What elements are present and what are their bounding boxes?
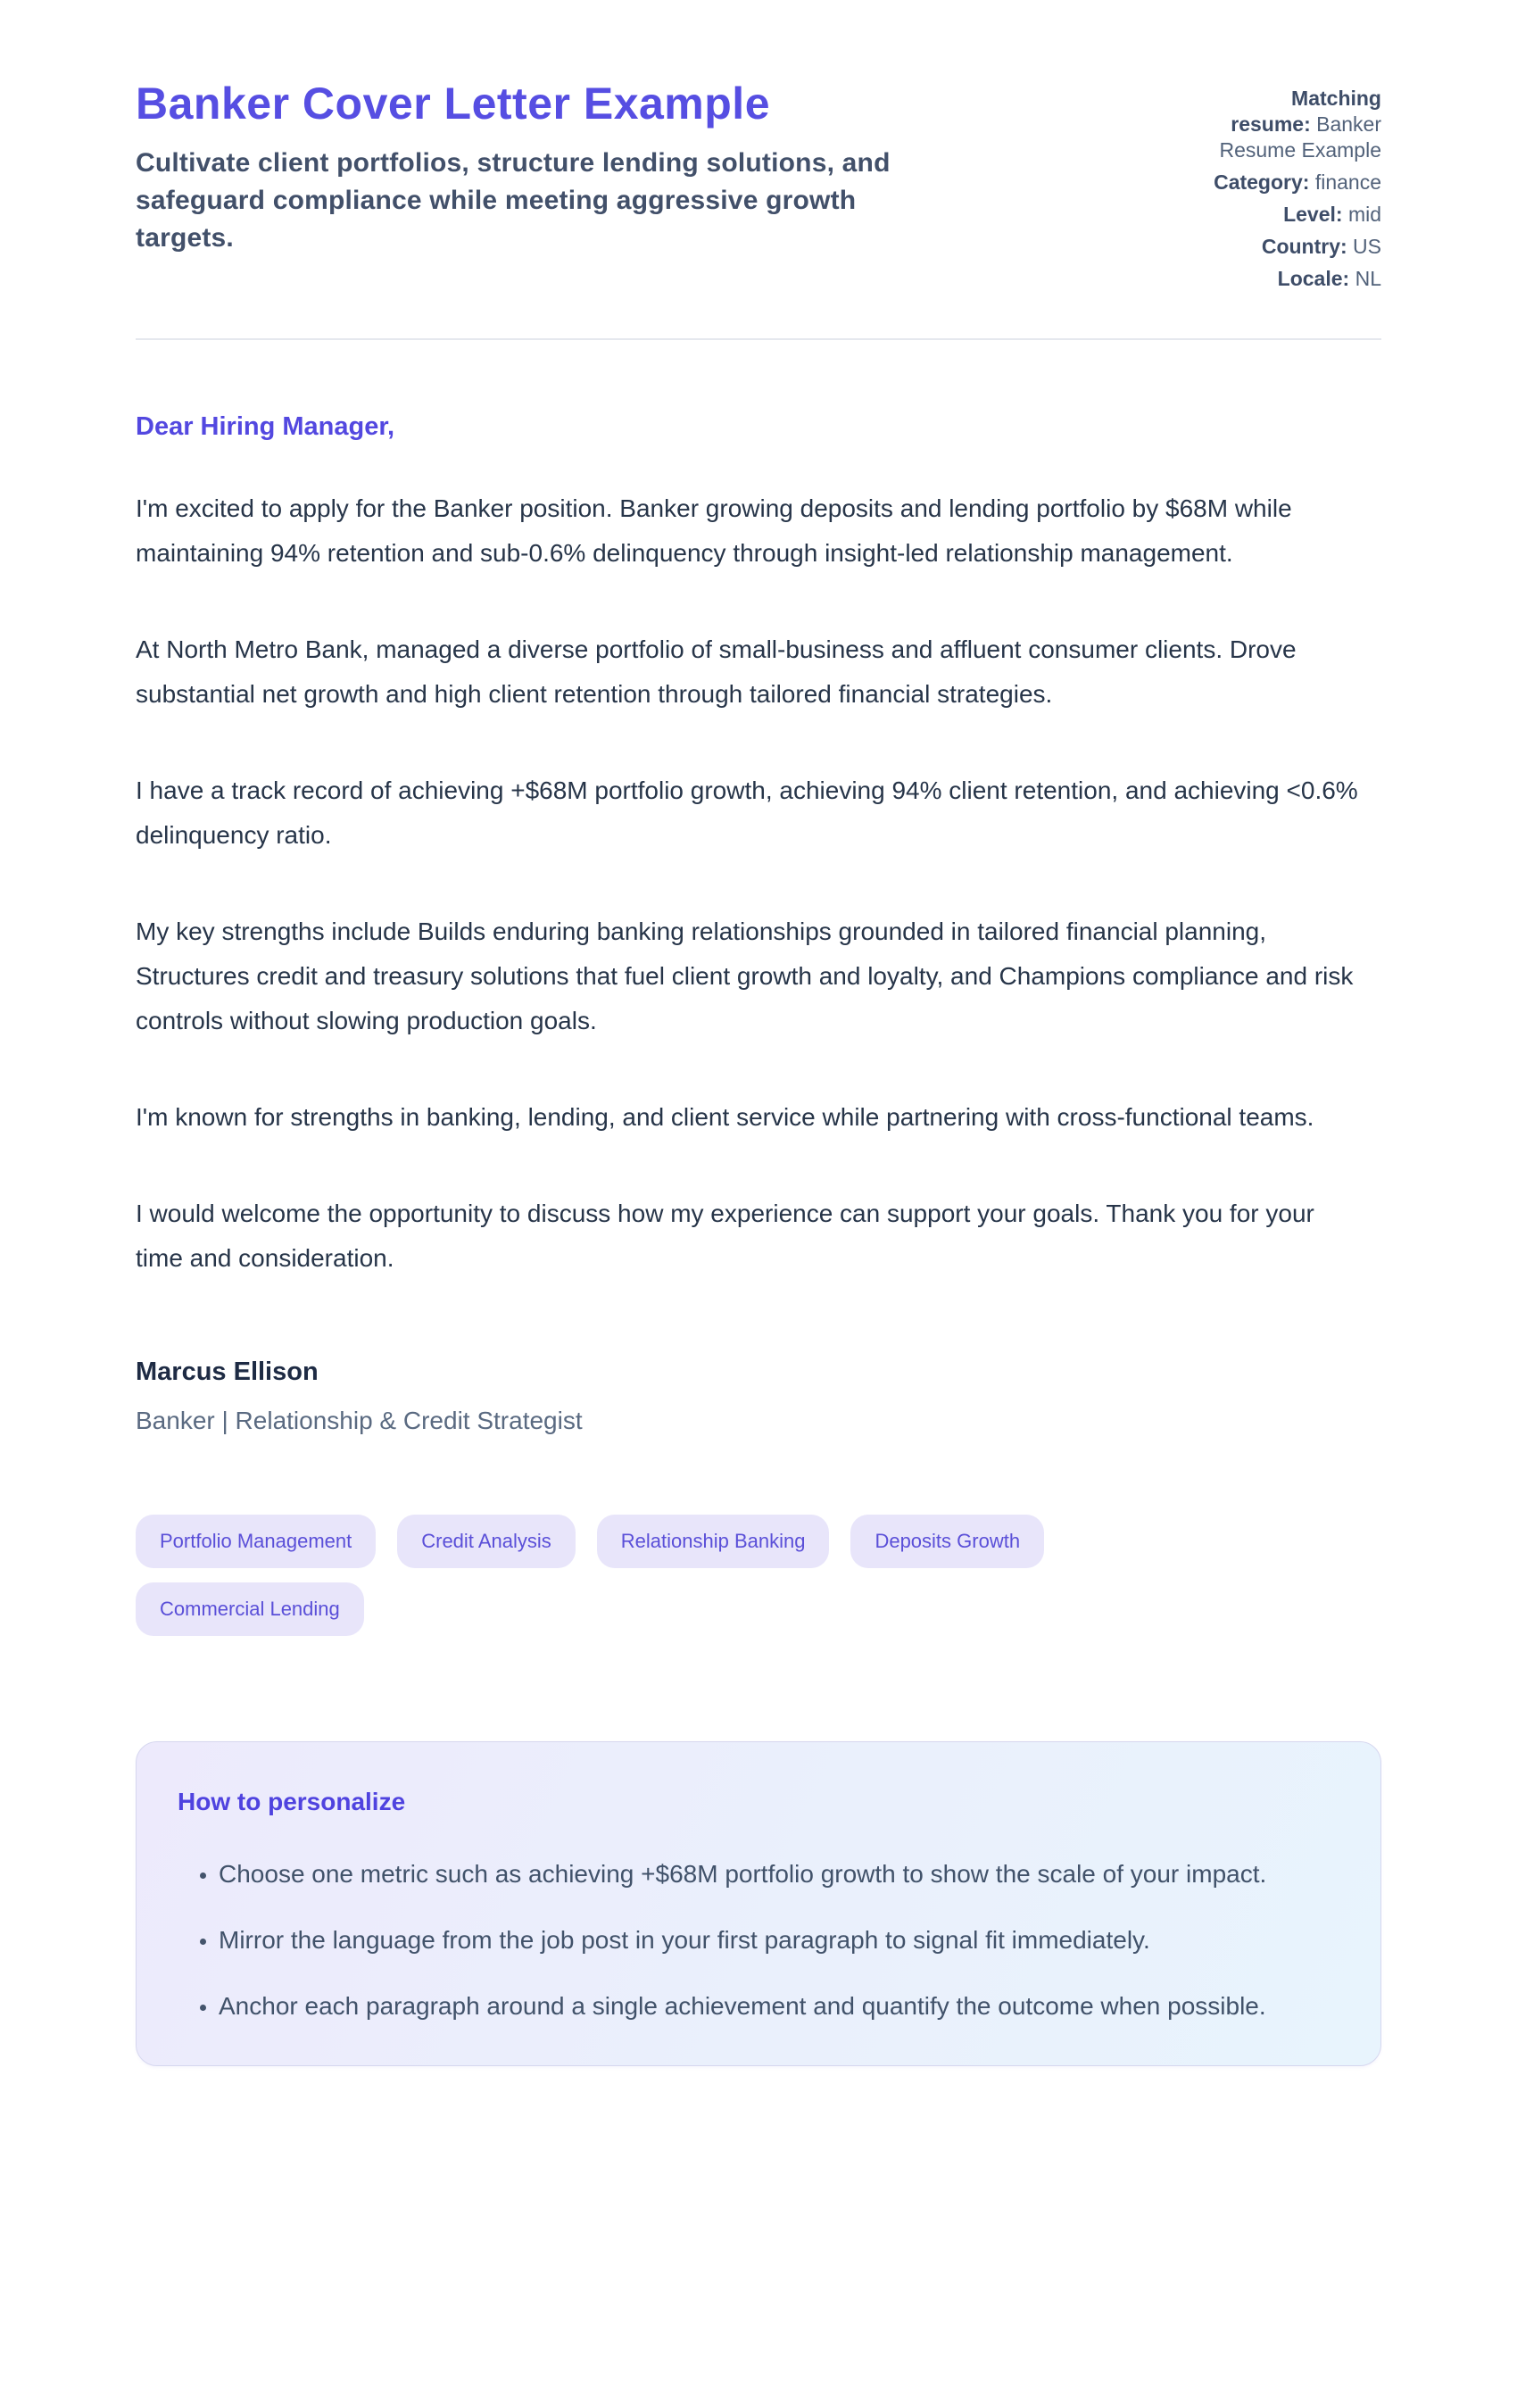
meta-label: Country: (1261, 235, 1347, 258)
meta-value: NL (1355, 267, 1381, 290)
skill-tag-deposits-growth[interactable]: Deposits Growth (850, 1515, 1044, 1568)
page-header (136, 79, 1381, 298)
letter-paragraph: At North Metro Bank, managed a diverse portfolio of small-business and affluent consumer clients. Drove substantial net growth and high client retention through tailored financial strategies. (136, 635, 1297, 708)
letter-paragraph: My key strengths include Builds enduring banking relationships grounded in tailored financial planning, Structures credit and treasury solutions that fuel client growth and loyalty, and Champions compliance and risk controls without slowing production goals. (136, 918, 1354, 1034)
meta-label: Level: (1283, 203, 1343, 226)
tips-heading: How to personalize (178, 1788, 406, 1815)
meta-value: US (1353, 235, 1381, 258)
skill-tags (136, 1515, 1251, 1636)
page-title: Banker Cover Letter Example (136, 79, 771, 129)
skill-tag-commercial-lending[interactable]: Commercial Lending (136, 1582, 364, 1636)
meta-value: finance (1314, 170, 1381, 194)
letter-paragraph: I would welcome the opportunity to discuss how my experience can support your goals. Thank you for your time and consideration. (136, 1200, 1314, 1272)
tip-item: • Choose one metric such as achieving +$68M portfolio growth to show the scale of your impact. (219, 1853, 1272, 1896)
personalization-tips-card (136, 1741, 1381, 2066)
header-divider (136, 338, 1381, 340)
page-subtitle: Cultivate client portfolios, structure lending solutions, and safeguard compliance while meeting aggressive growth targets. (136, 148, 891, 253)
meta-country (1158, 234, 1381, 260)
meta-label: Category: (1214, 170, 1310, 194)
meta-label: Locale: (1277, 267, 1350, 290)
skill-tag-credit-analysis[interactable]: Credit Analysis (397, 1515, 576, 1568)
cover-letter-page (136, 0, 1381, 2146)
letter-salutation: Dear Hiring Manager, (136, 412, 395, 441)
meta-locale (1158, 266, 1381, 292)
header-title-block (136, 79, 921, 257)
letter-paragraph: I have a track record of achieving +$68M portfolio growth, achieving 94% client retention, and achieving <0.6% delinquency ratio. (136, 776, 1358, 849)
meta-value: mid (1347, 203, 1381, 226)
signature-role: Banker | Relationship & Credit Strategist (136, 1407, 583, 1434)
meta-category (1158, 170, 1381, 195)
tip-item: • Mirror the language from the job post in your first paragraph to signal fit immediately. (219, 1919, 1272, 1962)
meta-label: Matching resume: (1231, 87, 1381, 136)
letter-paragraph: I'm excited to apply for the Banker position. Banker growing deposits and lending portfolio by $68M while maintaining 94% retention and sub-0.6% delinquency through insight-led relationship management. (136, 494, 1292, 567)
letter-body (136, 410, 1381, 1440)
tip-item: • Anchor each paragraph around a single achievement and quantify the outcome when possible. (219, 1985, 1272, 2028)
meta-matching-resume (1212, 86, 1381, 163)
tips-list (178, 1853, 1339, 2028)
skill-tag-relationship-banking[interactable]: Relationship Banking (597, 1515, 830, 1568)
signature-name: Marcus Ellison (136, 1358, 319, 1386)
resume-meta-panel (1158, 79, 1381, 298)
meta-level (1158, 202, 1381, 228)
letter-paragraph: I'm known for strengths in banking, lending, and client service while partnering with cross-functional teams. (136, 1103, 1314, 1131)
skill-tag-portfolio-management[interactable]: Portfolio Management (136, 1515, 376, 1568)
meta-value: Banker Resume Example (1219, 112, 1381, 162)
